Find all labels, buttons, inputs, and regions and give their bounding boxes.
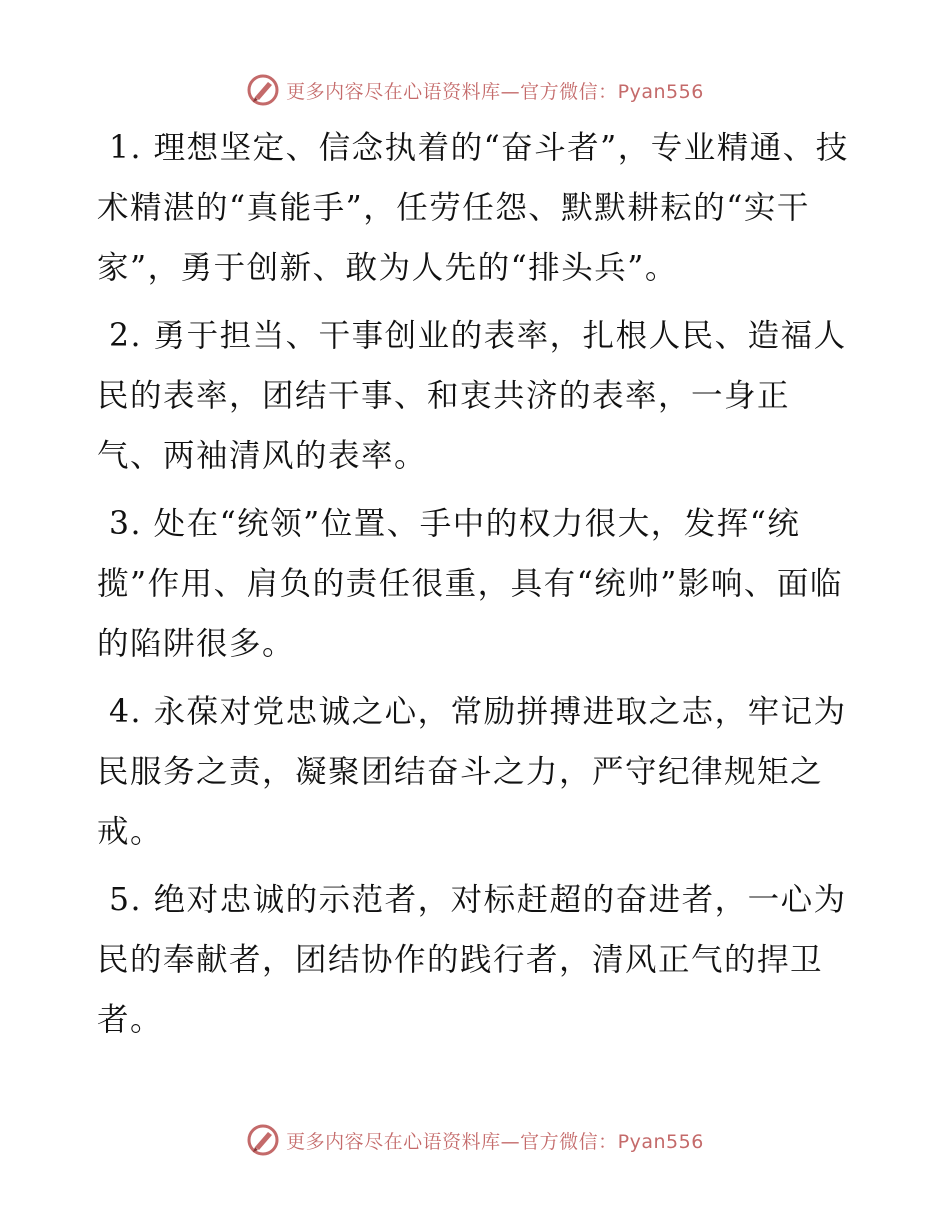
paragraph-1: 1. 理想坚定、信念执着的“奋斗者”，专业精通、技术精湛的“真能手”，任劳任怨、默默耕耘的“实干家”，勇于创新、敢为人先的“排头兵”。 xyxy=(97,130,849,286)
pen-logo-icon xyxy=(246,1123,280,1157)
watermark-text: 更多内容尽在心语资料库—官方微信：Pyan556 xyxy=(286,1130,704,1153)
paragraph-4: 4. 永葆对党忠诚之心，常励拼搏进取之志，牢记为民服务之责，凝聚团结奋斗之力，严守纪律规矩之戒。 xyxy=(97,694,847,850)
document-body xyxy=(97,118,852,1058)
paragraph-5: 5. 绝对忠诚的示范者，对标赶超的奋进者，一心为民的奉献者，团结协作的践行者，清风正气的捍卫者。 xyxy=(97,882,847,1038)
footer-watermark xyxy=(0,1120,950,1160)
header-watermark xyxy=(0,70,950,110)
watermark-text: 更多内容尽在心语资料库—官方微信：Pyan556 xyxy=(286,80,704,103)
pen-logo-icon xyxy=(246,73,280,107)
paragraph-2: 2. 勇于担当、干事创业的表率，扎根人民、造福人民的表率，团结干事、和衷共济的表率，一身正气、两袖清风的表率。 xyxy=(97,318,847,474)
paragraph-3: 3. 处在“统领”位置、手中的权力很大，发挥“统揽”作用、肩负的责任很重，具有“统帅”影响、面临的陷阱很多。 xyxy=(97,506,843,662)
